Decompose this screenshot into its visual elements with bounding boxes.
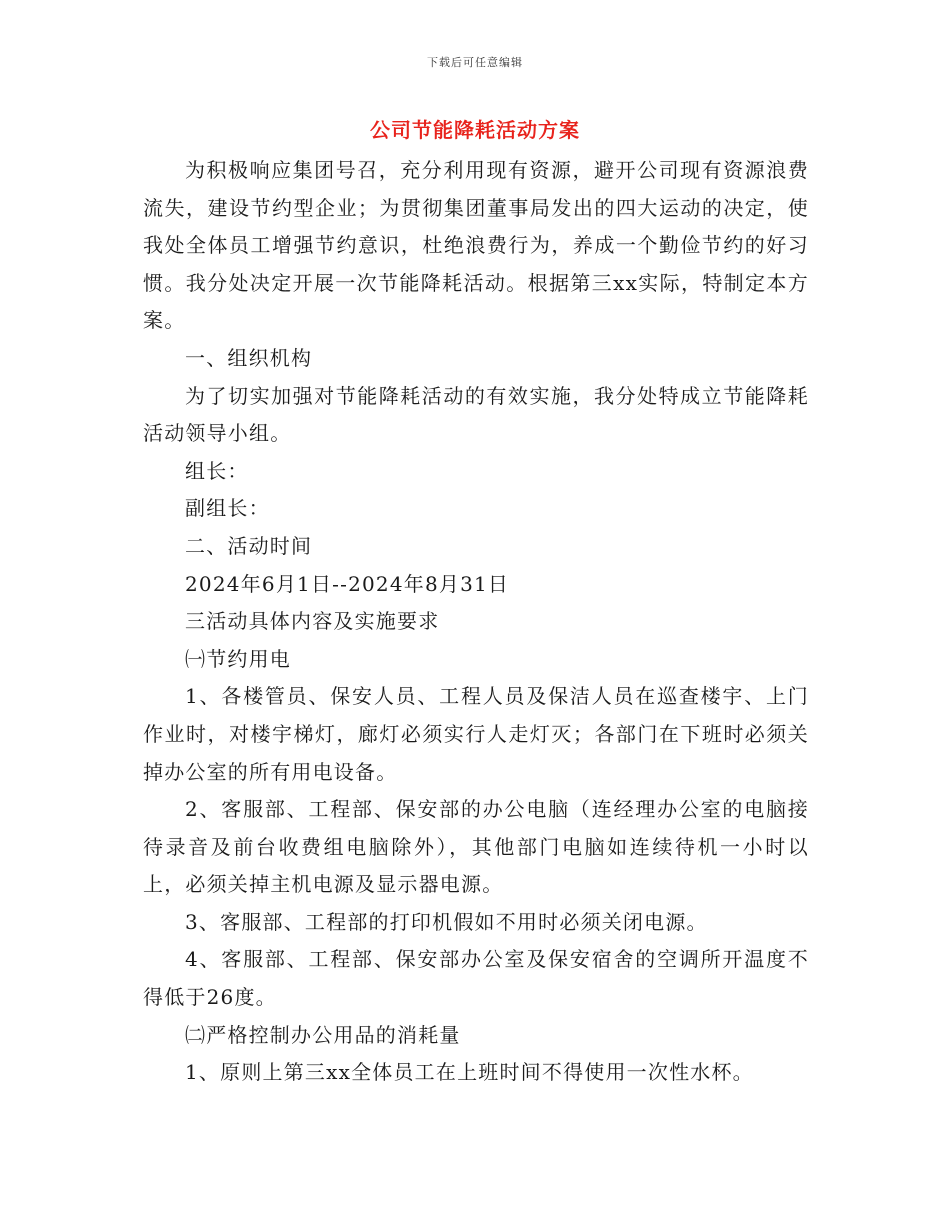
deputy-leader-line: 副组长： bbox=[185, 496, 270, 521]
page-header-note: 下载后可任意编辑 bbox=[427, 56, 523, 69]
document-body bbox=[143, 152, 809, 1092]
office-supplies-item-1: 1、原则上第三xx全体员工在上班时间不得使用一次性水杯。 bbox=[185, 1060, 754, 1085]
electricity-item-4: 4、客服部、工程部、保安部办公室及保安宿舍的空调所开温度不得低于26度。 bbox=[143, 947, 809, 1010]
organization-paragraph: 为了切实加强对节能降耗活动的有效实施，我分处特成立节能降耗活动领导小组。 bbox=[143, 383, 809, 446]
document-title: 公司节能降耗活动方案 bbox=[370, 118, 580, 142]
electricity-item-1: 1、各楼管员、保安人员、工程人员及保洁人员在巡查楼宇、上门作业时，对楼宇梯灯，廊灯必须实行人走灯灭；各部门在下班时必须关掉办公室的所有用电设备。 bbox=[143, 684, 809, 784]
intro-paragraph: 为积极响应集团号召，充分利用现有资源，避开公司现有资源浪费流失，建设节约型企业；为贯彻集团董事局发出的四大运动的决定，使我处全体员工增强节约意识，杜绝浪费行为，养成一个勤俭节约的好习惯。我分处决定开展一次节能降耗活动。根据第三xx实际，特制定本方案。 bbox=[143, 158, 809, 333]
section-heading-time: 二、活动时间 bbox=[185, 533, 313, 558]
electricity-item-3: 3、客服部、工程部的打印机假如不用时必须关闭电源。 bbox=[185, 909, 708, 934]
section-heading-content: 三活动具体内容及实施要求 bbox=[185, 609, 440, 634]
group-leader-line: 组长： bbox=[185, 458, 249, 483]
electricity-item-2: 2、客服部、工程部、保安部的办公电脑（连经理办公室的电脑接待录音及前台收费组电脑除外），其他部门电脑如连续待机一小时以上，必须关掉主机电源及显示器电源。 bbox=[143, 797, 809, 897]
section-heading-organization: 一、组织机构 bbox=[185, 345, 313, 370]
activity-date-range: 2024年6月1日--2024年8月31日 bbox=[185, 571, 510, 596]
subsection-heading-office-supplies: ㈡严格控制办公用品的消耗量 bbox=[185, 1022, 461, 1047]
subsection-heading-electricity: ㈠节约用电 bbox=[185, 646, 291, 671]
